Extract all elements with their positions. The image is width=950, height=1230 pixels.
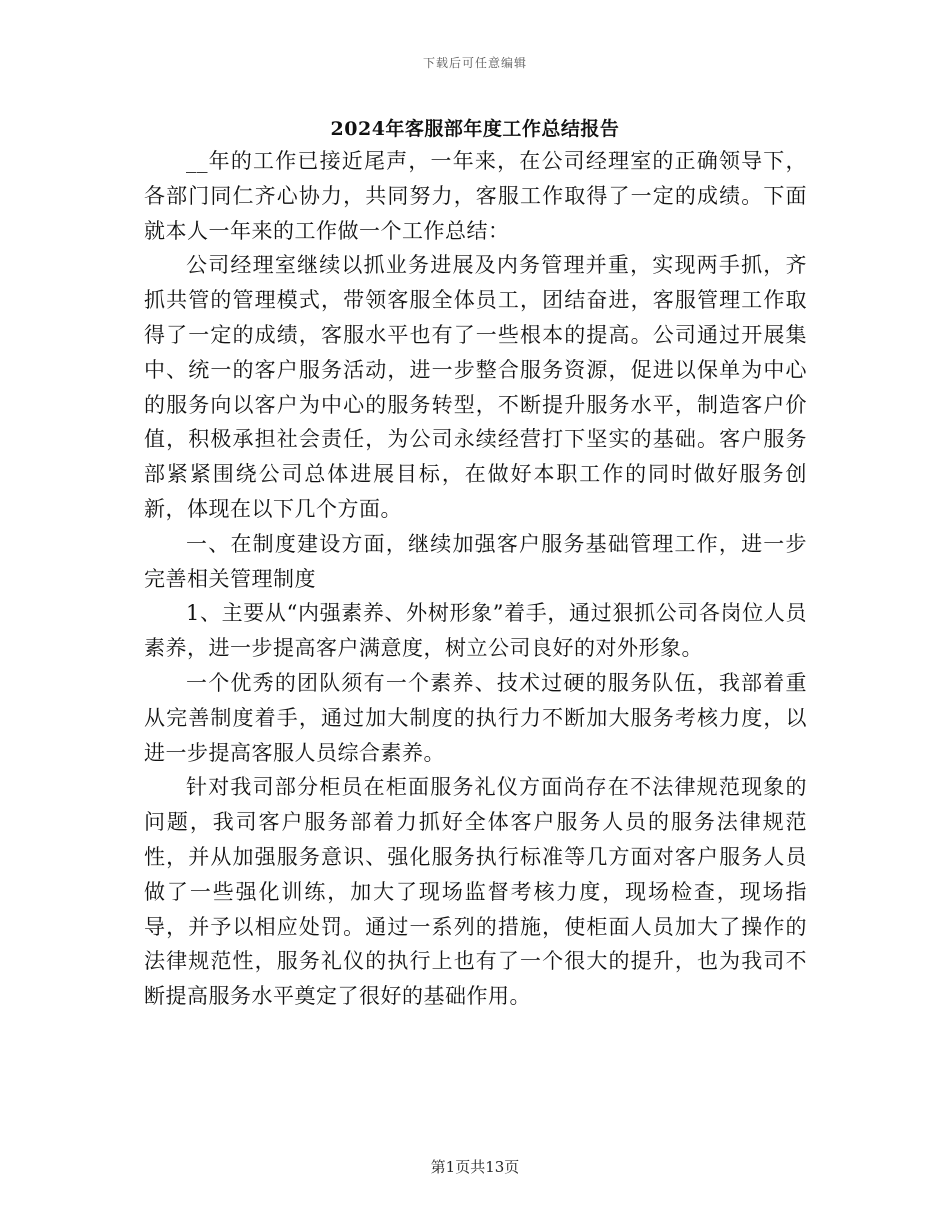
document-body (144, 144, 807, 1014)
paragraph-item-1: 1、主要从“内强素养、外树形象”着手，通过狠抓公司各岗位人员素养，进一步提高客户满意度，树立公司良好的对外形象。 (144, 601, 807, 661)
header-note: 下载后可任意编辑 (422, 56, 527, 70)
paragraph-intro: __年的工作已接近尾声，一年来，在公司经理室的正确领导下，各部门同仁齐心协力，共同努力，客服工作取得了一定的成绩。下面就本人一年来的工作做一个工作总结： (144, 149, 807, 243)
paragraph-team: 一个优秀的团队须有一个素养、技术过硬的服务队伍，我部着重从完善制度着手，通过加大制度的执行力不断加大服务考核力度，以进一步提高客服人员综合素养。 (144, 670, 807, 765)
page-number: 第1页共13页 (430, 1158, 520, 1176)
paragraph-section-heading: 一、在制度建设方面，继续加强客户服务基础管理工作，进一步完善相关管理制度 (144, 531, 807, 591)
paragraph-management: 公司经理室继续以抓业务进展及内务管理并重，实现两手抓，齐抓共管的管理模式，带领客服全体员工，团结奋进，客服管理工作取得了一定的成绩，客服水平也有了一些根本的提高。公司通过开展集中、统一的客户服务活动，进一步整合服务资源，促进以保单为中心的服务向以客户为中心的服务转型，不断提升服务水平，制造客户价值，积极承担社会责任，为公司永续经营打下坚实的基础。客户服务部紧紧围绕公司总体进展目标，在做好本职工作的同时做好服务创新，体现在以下几个方面。 (144, 253, 807, 521)
document-title: 2024年客服部年度工作总结报告 (330, 118, 620, 140)
paragraph-etiquette: 针对我司部分柜员在柜面服务礼仪方面尚存在不法律规范现象的问题，我司客户服务部着力抓好全体客户服务人员的服务法律规范性，并从加强服务意识、强化服务执行标准等几方面对客户服务人员做了一些强化训练，加大了现场监督考核力度，现场检查，现场指导，并予以相应处罚。通过一系列的措施，使柜面人员加大了操作的法律规范性，服务礼仪的执行上也有了一个很大的提升，也为我司不断提高服务水平奠定了很好的基础作用。 (144, 775, 807, 1009)
